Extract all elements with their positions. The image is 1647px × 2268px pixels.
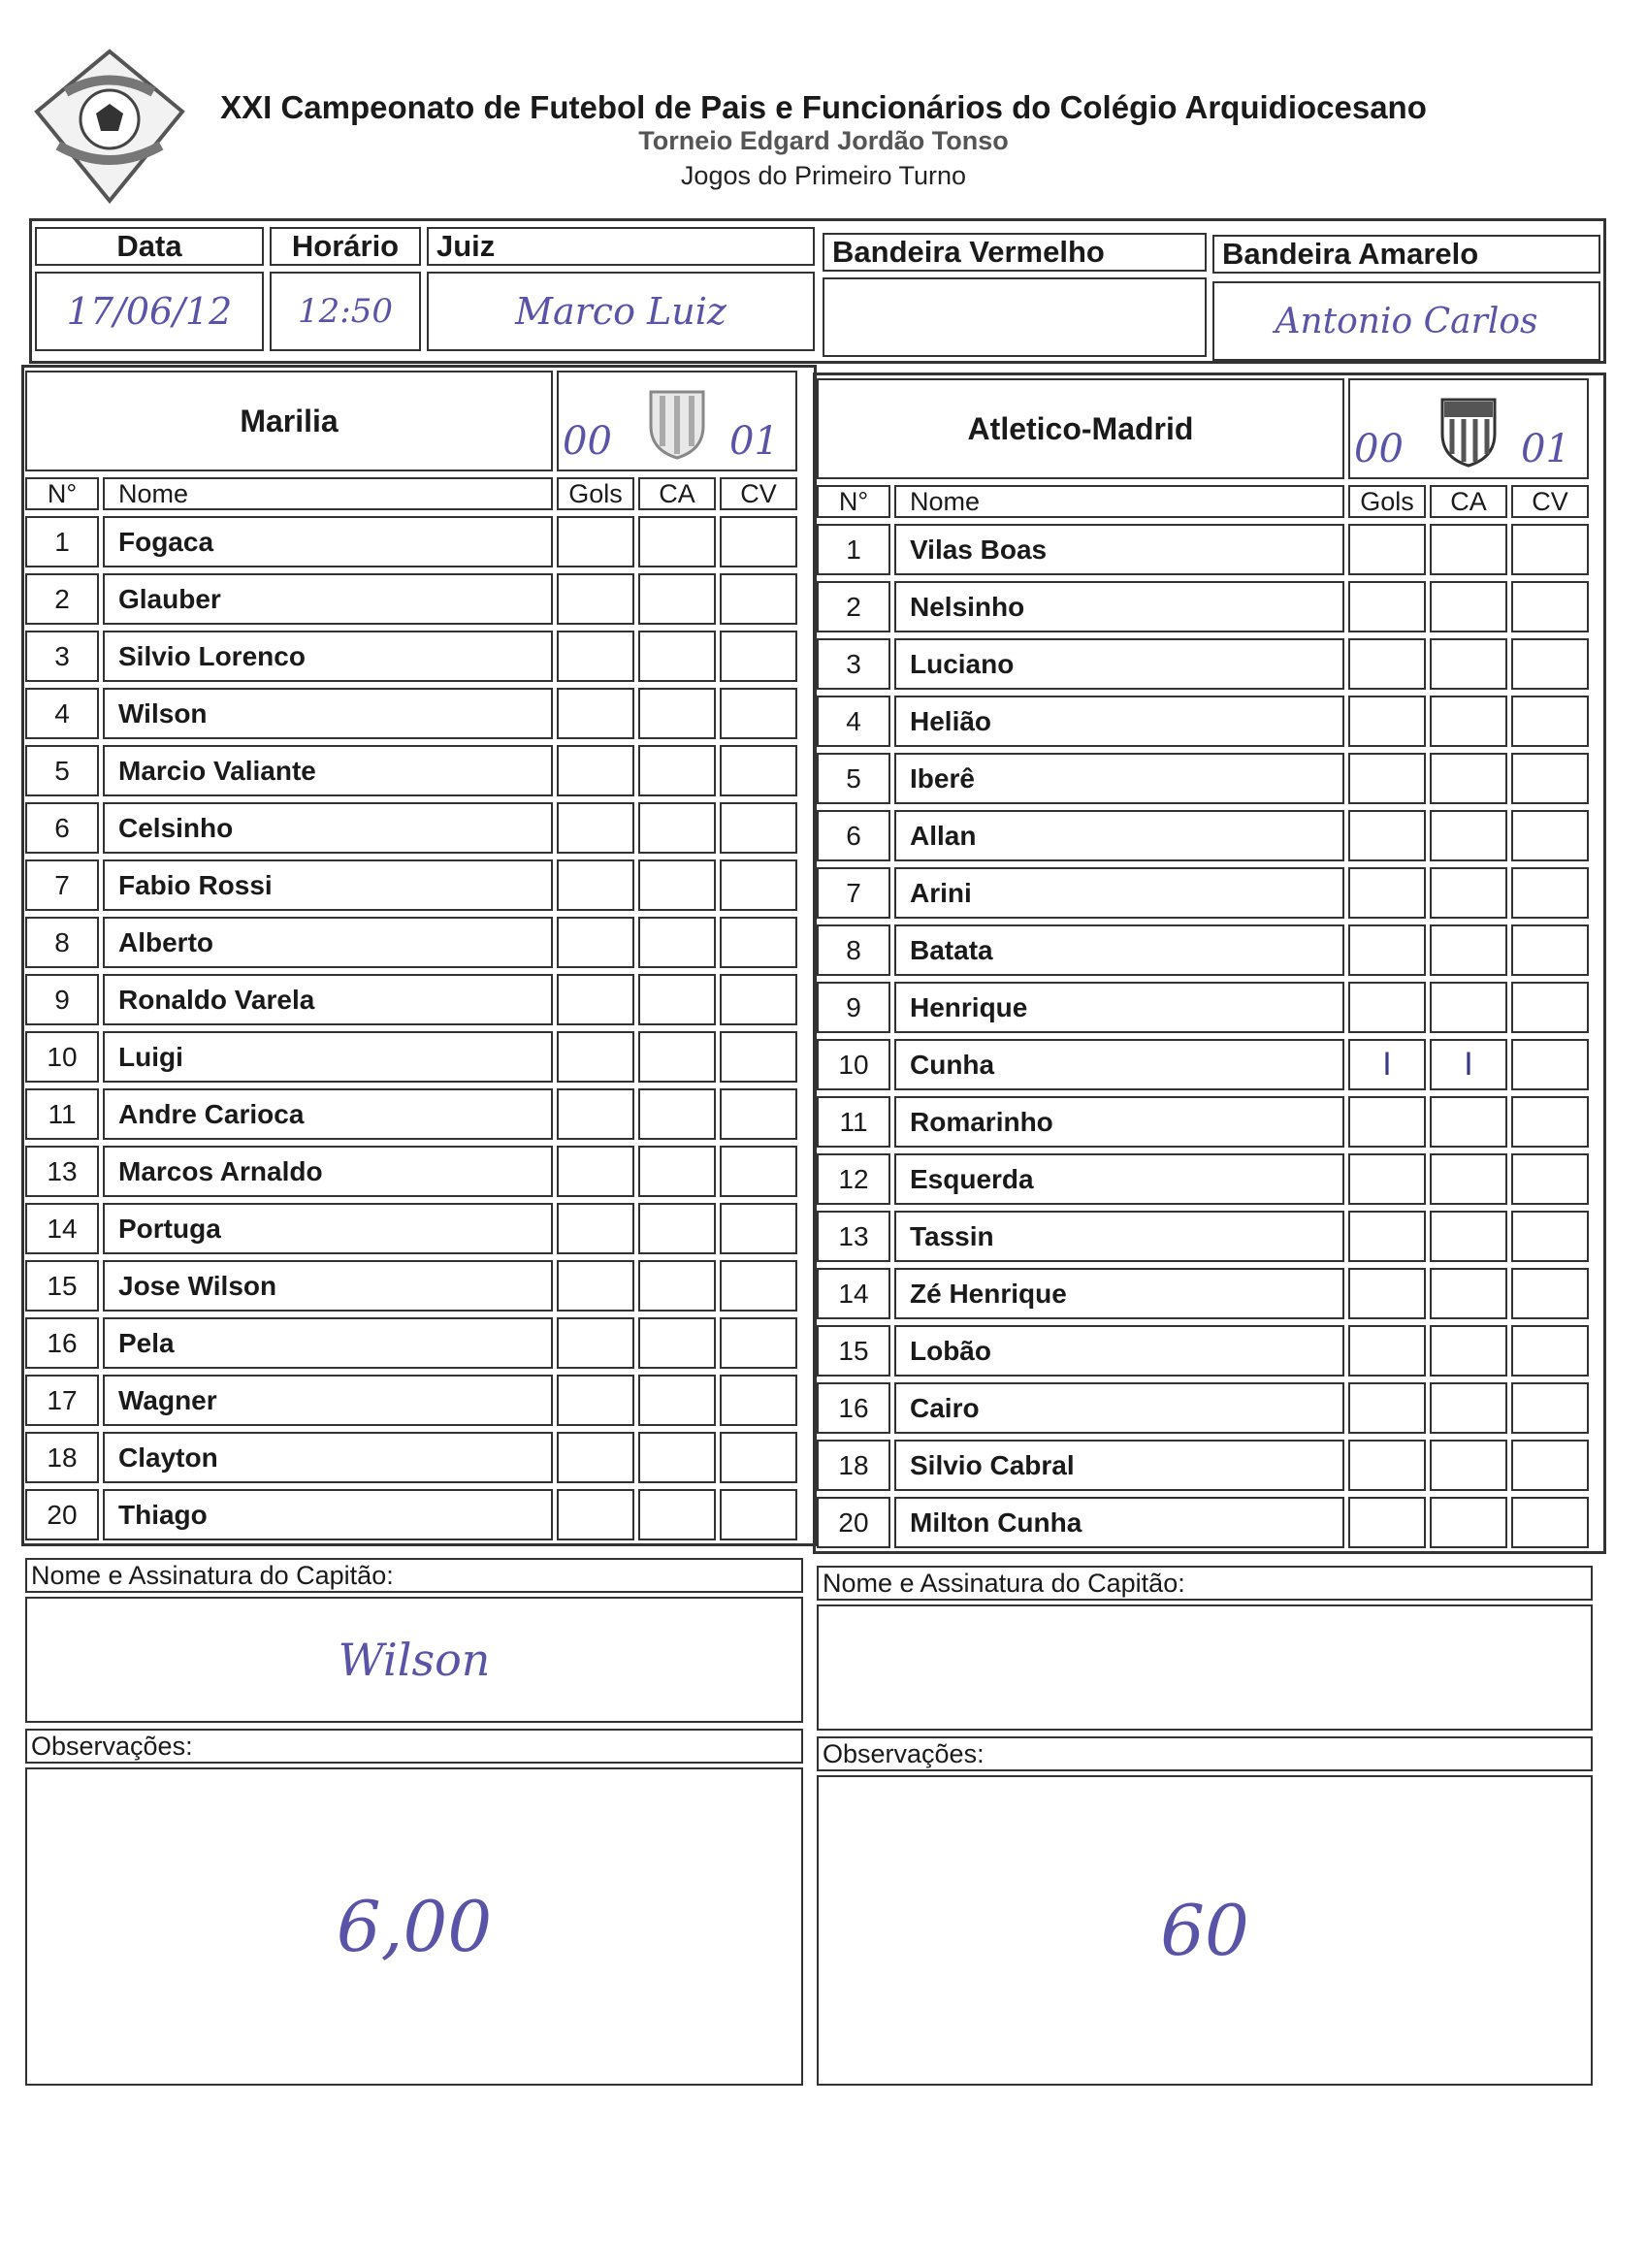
player-red-card-cell[interactable] [1511, 1096, 1589, 1148]
player-yellow-card-cell[interactable] [638, 1031, 716, 1083]
referee-label: Juiz [427, 227, 815, 266]
flag-yellow-value: Antonio Carlos [1212, 281, 1600, 361]
player-goals-cell[interactable] [557, 859, 634, 911]
player-red-card-cell[interactable] [1511, 1211, 1589, 1262]
time-value: 12:50 [270, 272, 421, 351]
player-yellow-card-cell[interactable] [638, 631, 716, 682]
player-red-card-cell[interactable] [1511, 1153, 1589, 1205]
player-goals-cell[interactable] [1348, 982, 1426, 1033]
player-name: Romarinho [894, 1096, 1344, 1148]
player-goals-cell[interactable] [557, 802, 634, 854]
player-goals-cell[interactable] [557, 1031, 634, 1083]
player-number: 18 [25, 1432, 99, 1483]
player-name: Iberê [894, 753, 1344, 804]
player-name: Arini [894, 867, 1344, 919]
player-yellow-card-cell[interactable] [1430, 1096, 1507, 1148]
date-value: 17/06/12 [35, 272, 264, 351]
player-goals-cell[interactable] [557, 1489, 634, 1540]
player-name: Nelsinho [894, 581, 1344, 632]
tournament-subtitle: Torneio Edgard Jordão Tonso [638, 126, 1009, 155]
player-number: 16 [25, 1317, 99, 1369]
player-goals-cell[interactable] [1348, 581, 1426, 632]
player-red-card-cell[interactable] [720, 573, 797, 625]
referee-value: Marco Luiz [427, 272, 815, 351]
flag-yellow-label: Bandeira Amarelo [1212, 235, 1600, 274]
player-goals-cell[interactable] [557, 974, 634, 1025]
player-goals-cell[interactable] [557, 631, 634, 682]
player-red-card-cell[interactable] [1511, 1497, 1589, 1548]
player-goals-cell[interactable] [557, 516, 634, 567]
player-red-card-cell[interactable] [1511, 1268, 1589, 1319]
player-number: 6 [25, 802, 99, 854]
player-name: Henrique [894, 982, 1344, 1033]
player-yellow-card-cell[interactable] [638, 1432, 716, 1483]
player-name: Silvio Cabral [894, 1440, 1344, 1491]
atletico-crest-icon [1435, 390, 1502, 468]
player-goals-cell[interactable] [1348, 1096, 1426, 1148]
player-number: 6 [817, 810, 890, 861]
player-yellow-card-cell[interactable] [638, 573, 716, 625]
player-number: 5 [25, 745, 99, 796]
player-number: 1 [817, 524, 890, 575]
player-number: 9 [817, 982, 890, 1033]
player-red-card-cell[interactable] [1511, 753, 1589, 804]
player-yellow-card-cell[interactable] [638, 974, 716, 1025]
player-number: 13 [25, 1146, 99, 1197]
player-name: Glauber [103, 573, 553, 625]
player-red-card-cell[interactable] [1511, 1039, 1589, 1090]
player-goals-cell[interactable] [557, 1146, 634, 1197]
player-number: 15 [25, 1260, 99, 1312]
team-name: Marilia [25, 371, 553, 471]
observations-value[interactable]: 60 [817, 1775, 1593, 2086]
player-yellow-card-cell[interactable] [638, 1088, 716, 1140]
observations-value[interactable]: 6,00 [25, 1767, 803, 2086]
player-goals-cell[interactable] [1348, 1325, 1426, 1377]
player-yellow-card-cell[interactable] [638, 859, 716, 911]
player-name: Marcos Arnaldo [103, 1146, 553, 1197]
player-number: 8 [25, 917, 99, 968]
captain-signature[interactable]: Wilson [25, 1597, 803, 1723]
player-red-card-cell[interactable] [1511, 581, 1589, 632]
marilia-crest-icon [643, 382, 711, 460]
col-header-goals: Gols [557, 477, 634, 510]
player-number: 8 [817, 924, 890, 976]
player-number: 4 [817, 696, 890, 747]
player-red-card-cell[interactable] [720, 917, 797, 968]
team-score-right: 01 [729, 419, 779, 464]
team-score-left: 00 [1354, 427, 1404, 471]
player-number: 10 [25, 1031, 99, 1083]
player-name: Helião [894, 696, 1344, 747]
col-header-name: Nome [894, 485, 1344, 518]
player-number: 17 [25, 1375, 99, 1426]
player-goals-cell[interactable] [557, 1260, 634, 1312]
player-goals-cell[interactable]: I [1348, 1039, 1426, 1090]
player-number: 14 [25, 1203, 99, 1254]
player-name: Luciano [894, 638, 1344, 690]
player-goals-cell[interactable] [1348, 638, 1426, 690]
player-name: Fabio Rossi [103, 859, 553, 911]
player-name: Celsinho [103, 802, 553, 854]
player-red-card-cell[interactable] [1511, 696, 1589, 747]
player-red-card-cell[interactable] [720, 802, 797, 854]
player-number: 12 [817, 1153, 890, 1205]
player-red-card-cell[interactable] [1511, 1382, 1589, 1434]
col-header-yellow: CA [1430, 485, 1507, 518]
player-red-card-cell[interactable] [720, 688, 797, 739]
player-yellow-card-cell[interactable] [1430, 1497, 1507, 1548]
player-name: Fogaca [103, 516, 553, 567]
player-yellow-card-cell[interactable] [1430, 696, 1507, 747]
player-yellow-card-cell[interactable]: I [1430, 1039, 1507, 1090]
player-yellow-card-cell[interactable] [638, 1203, 716, 1254]
player-yellow-card-cell[interactable] [1430, 924, 1507, 976]
flag-red-value [823, 277, 1207, 357]
player-goals-cell[interactable] [1348, 810, 1426, 861]
player-yellow-card-cell[interactable] [1430, 810, 1507, 861]
player-number: 11 [817, 1096, 890, 1148]
col-header-goals: Gols [1348, 485, 1426, 518]
player-red-card-cell[interactable] [720, 1031, 797, 1083]
player-yellow-card-cell[interactable] [1430, 1153, 1507, 1205]
player-goals-cell[interactable] [557, 1375, 634, 1426]
player-number: 4 [25, 688, 99, 739]
col-header-red: CV [1511, 485, 1589, 518]
player-goals-cell[interactable] [1348, 1497, 1426, 1548]
player-red-card-cell[interactable] [1511, 524, 1589, 575]
player-goals-cell[interactable] [557, 1203, 634, 1254]
player-name: Jose Wilson [103, 1260, 553, 1312]
player-number: 5 [817, 753, 890, 804]
player-number: 7 [25, 859, 99, 911]
player-number: 16 [817, 1382, 890, 1434]
player-yellow-card-cell[interactable] [638, 1489, 716, 1540]
player-name: Milton Cunha [894, 1497, 1344, 1548]
player-red-card-cell[interactable] [1511, 638, 1589, 690]
player-name: Allan [894, 810, 1344, 861]
player-yellow-card-cell[interactable] [638, 688, 716, 739]
player-name: Cunha [894, 1039, 1344, 1090]
captain-signature[interactable] [817, 1604, 1593, 1731]
player-red-card-cell[interactable] [720, 859, 797, 911]
document-title: XXI Campeonato de Futebol de Pais e Funcionários do Colégio Arquidiocesano [220, 89, 1427, 125]
date-label: Data [35, 227, 264, 266]
player-goals-cell[interactable] [557, 688, 634, 739]
player-red-card-cell[interactable] [720, 1317, 797, 1369]
player-name: Silvio Lorenco [103, 631, 553, 682]
player-yellow-card-cell[interactable] [1430, 1268, 1507, 1319]
player-name: Alberto [103, 917, 553, 968]
team-score-left: 00 [563, 419, 612, 464]
team-score-right: 01 [1521, 427, 1570, 471]
player-name: Esquerda [894, 1153, 1344, 1205]
captain-label: Nome e Assinatura do Capitão: [25, 1558, 803, 1593]
player-number: 3 [25, 631, 99, 682]
player-red-card-cell[interactable] [720, 1088, 797, 1140]
player-goals-cell[interactable] [1348, 1153, 1426, 1205]
player-name: Cairo [894, 1382, 1344, 1434]
player-number: 20 [25, 1489, 99, 1540]
player-red-card-cell[interactable] [720, 1375, 797, 1426]
player-red-card-cell[interactable] [1511, 1325, 1589, 1377]
player-red-card-cell[interactable] [720, 745, 797, 796]
player-number: 2 [817, 581, 890, 632]
player-yellow-card-cell[interactable] [1430, 1325, 1507, 1377]
player-red-card-cell[interactable] [1511, 924, 1589, 976]
player-name: Luigi [103, 1031, 553, 1083]
player-goals-cell[interactable] [557, 1088, 634, 1140]
player-name: Thiago [103, 1489, 553, 1540]
player-yellow-card-cell[interactable] [1430, 1211, 1507, 1262]
col-header-yellow: CA [638, 477, 716, 510]
player-yellow-card-cell[interactable] [1430, 1382, 1507, 1434]
player-red-card-cell[interactable] [720, 1432, 797, 1483]
player-name: Wilson [103, 688, 553, 739]
player-name: Marcio Valiante [103, 745, 553, 796]
player-name: Pela [103, 1317, 553, 1369]
player-name: Portuga [103, 1203, 553, 1254]
player-red-card-cell[interactable] [720, 1146, 797, 1197]
player-yellow-card-cell[interactable] [638, 1146, 716, 1197]
player-name: Lobão [894, 1325, 1344, 1377]
round-label: Jogos do Primeiro Turno [680, 161, 967, 190]
player-number: 13 [817, 1211, 890, 1262]
player-name: Andre Carioca [103, 1088, 553, 1140]
player-yellow-card-cell[interactable] [638, 802, 716, 854]
player-red-card-cell[interactable] [720, 1203, 797, 1254]
player-red-card-cell[interactable] [1511, 1440, 1589, 1491]
player-goals-cell[interactable] [1348, 924, 1426, 976]
player-yellow-card-cell[interactable] [638, 1375, 716, 1426]
player-yellow-card-cell[interactable] [638, 1317, 716, 1369]
player-yellow-card-cell[interactable] [1430, 581, 1507, 632]
player-red-card-cell[interactable] [720, 1489, 797, 1540]
player-goals-cell[interactable] [1348, 1382, 1426, 1434]
flag-red-label: Bandeira Vermelho [823, 233, 1207, 272]
player-number: 1 [25, 516, 99, 567]
player-yellow-card-cell[interactable] [1430, 867, 1507, 919]
player-yellow-card-cell[interactable] [638, 1260, 716, 1312]
observations-label: Observações: [25, 1729, 803, 1764]
player-red-card-cell[interactable] [1511, 810, 1589, 861]
observations-label: Observações: [817, 1736, 1593, 1771]
player-number: 9 [25, 974, 99, 1025]
player-goals-cell[interactable] [1348, 1211, 1426, 1262]
player-red-card-cell[interactable] [720, 1260, 797, 1312]
player-red-card-cell[interactable] [720, 516, 797, 567]
player-red-card-cell[interactable] [1511, 982, 1589, 1033]
player-number: 2 [25, 573, 99, 625]
player-yellow-card-cell[interactable] [1430, 982, 1507, 1033]
player-number: 18 [817, 1440, 890, 1491]
col-header-name: Nome [103, 477, 553, 510]
col-header-number: N° [25, 477, 99, 510]
player-red-card-cell[interactable] [720, 631, 797, 682]
player-number: 7 [817, 867, 890, 919]
player-goals-cell[interactable] [1348, 696, 1426, 747]
player-goals-cell[interactable] [1348, 1268, 1426, 1319]
player-number: 3 [817, 638, 890, 690]
player-goals-cell[interactable] [557, 1317, 634, 1369]
player-yellow-card-cell[interactable] [638, 745, 716, 796]
player-name: Clayton [103, 1432, 553, 1483]
player-goals-cell[interactable] [1348, 867, 1426, 919]
player-red-card-cell[interactable] [1511, 867, 1589, 919]
player-name: Tassin [894, 1211, 1344, 1262]
player-name: Wagner [103, 1375, 553, 1426]
player-yellow-card-cell[interactable] [638, 917, 716, 968]
captain-label: Nome e Assinatura do Capitão: [817, 1566, 1593, 1601]
player-yellow-card-cell[interactable] [1430, 753, 1507, 804]
player-goals-cell[interactable] [557, 1432, 634, 1483]
player-yellow-card-cell[interactable] [1430, 524, 1507, 575]
player-name: Batata [894, 924, 1344, 976]
player-yellow-card-cell[interactable] [638, 516, 716, 567]
player-yellow-card-cell[interactable] [1430, 638, 1507, 690]
player-number: 14 [817, 1268, 890, 1319]
time-label: Horário [270, 227, 421, 266]
player-goals-cell[interactable] [1348, 1440, 1426, 1491]
player-goals-cell[interactable] [1348, 753, 1426, 804]
player-goals-cell[interactable] [557, 573, 634, 625]
player-number: 15 [817, 1325, 890, 1377]
col-header-number: N° [817, 485, 890, 518]
player-number: 10 [817, 1039, 890, 1090]
player-number: 11 [25, 1088, 99, 1140]
player-goals-cell[interactable] [557, 745, 634, 796]
player-goals-cell[interactable] [557, 917, 634, 968]
player-name: Zé Henrique [894, 1268, 1344, 1319]
team-name: Atletico-Madrid [817, 378, 1344, 479]
col-header-red: CV [720, 477, 797, 510]
player-yellow-card-cell[interactable] [1430, 1440, 1507, 1491]
player-name: Ronaldo Varela [103, 974, 553, 1025]
player-number: 20 [817, 1497, 890, 1548]
player-name: Vilas Boas [894, 524, 1344, 575]
player-red-card-cell[interactable] [720, 974, 797, 1025]
player-goals-cell[interactable] [1348, 524, 1426, 575]
